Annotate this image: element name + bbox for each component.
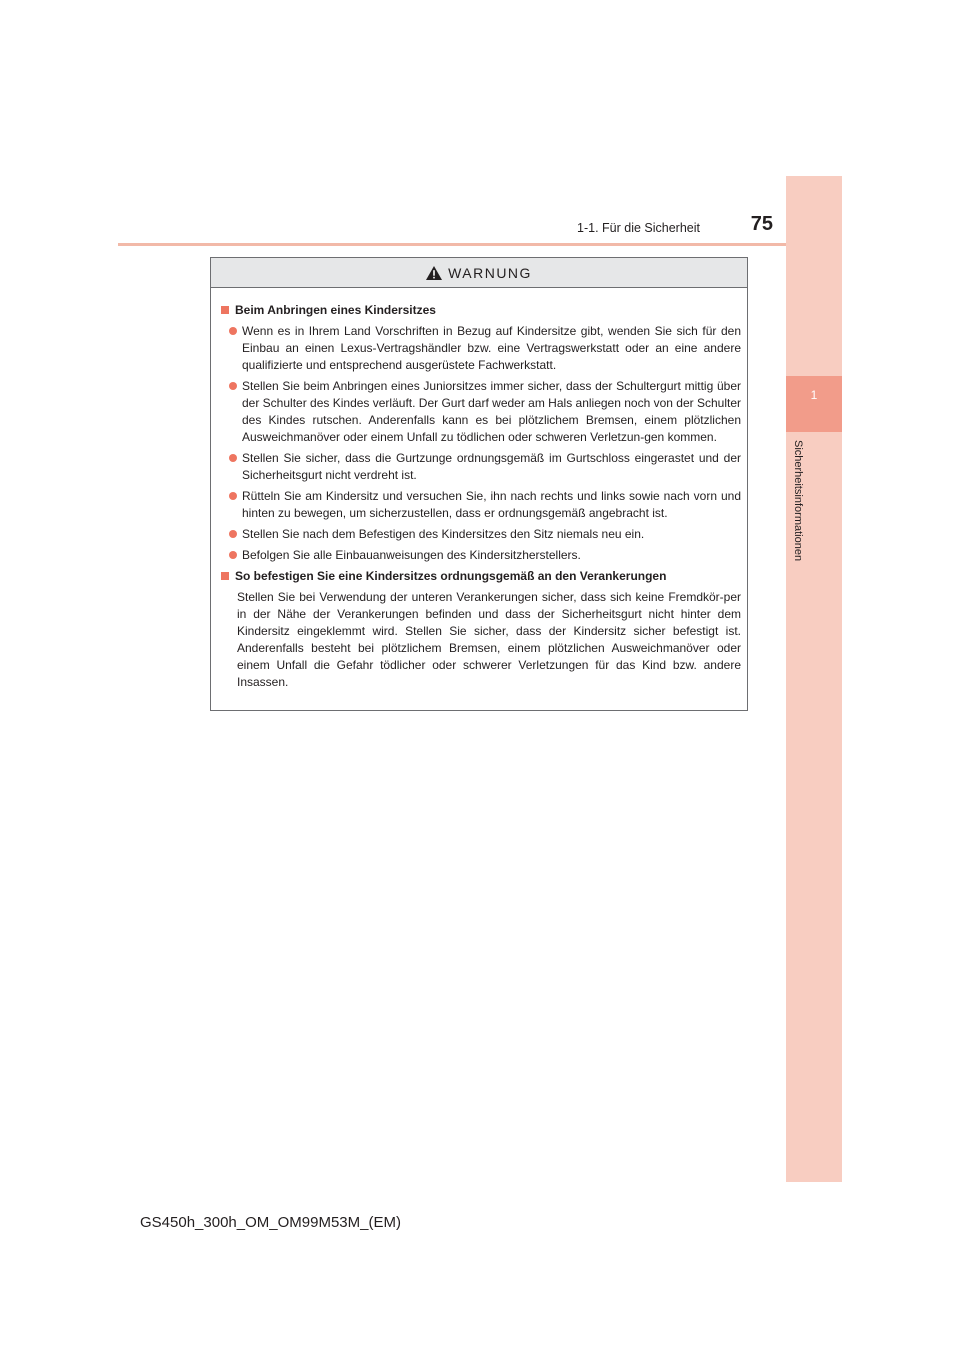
section-heading-text: Beim Anbringen eines Kindersitzes xyxy=(235,303,436,317)
list-item xyxy=(229,378,741,446)
chapter-marker xyxy=(786,376,842,432)
list-item xyxy=(229,450,741,484)
list-item-text: Stellen Sie beim Anbringen eines Juniorsitzes immer sicher, dass der Schultergurt mittig über der Schulter des Kindes verläuft. Der Gurt darf weder am Hals anliegen noch von der Schulter des Kindes rutschen. Anderenfalls kann es bei plötzlichem Bremsen, einem plötzlichen Ausweichmanöver oder einem Unfall zu tödlichen oder schweren Verletzun-gen kommen. xyxy=(242,379,741,444)
list-item-text: Wenn es in Ihrem Land Vorschriften in Bezug auf Kindersitze gibt, wenden Sie sich für den Einbau an einen Lexus-Vertragshändler bzw. eine Vertragswerkstatt oder an eine andere qualifizierte und entsprechend ausgerüstete Fachwerkstatt. xyxy=(242,324,741,372)
list-item-text: Stellen Sie sicher, dass die Gurtzunge ordnungsgemäß im Gurtschloss eingerastet und der Sicherheitsgurt nicht verdreht ist. xyxy=(242,451,741,482)
warning-header xyxy=(211,258,747,288)
list-item-text: Stellen Sie nach dem Befestigen des Kindersitzes den Sitz niemals neu ein. xyxy=(242,527,645,541)
list-item xyxy=(229,488,741,522)
warning-body xyxy=(211,288,747,691)
round-bullet-icon xyxy=(229,454,237,462)
list-item xyxy=(229,547,741,564)
list-item-text: Befolgen Sie alle Einbauanweisungen des Kindersitzherstellers. xyxy=(242,548,581,562)
chapter-number: 1 xyxy=(810,388,818,402)
warning-box xyxy=(210,257,748,711)
list-item xyxy=(229,323,741,374)
warning-title: WARNUNG xyxy=(448,264,532,281)
section-title: 1-1. Für die Sicherheit xyxy=(577,221,700,235)
list-item-text: Rütteln Sie am Kindersitz und versuchen Sie, ihn nach rechts und links sowie nach vorn und hinten zu bewegen, um sicherzustellen, dass er ordnungsgemäß angebracht ist. xyxy=(242,489,741,520)
round-bullet-icon xyxy=(229,382,237,390)
section-heading xyxy=(219,302,741,319)
chapter-label: Sicherheitsinformationen xyxy=(792,440,804,562)
round-bullet-icon xyxy=(229,530,237,538)
list-item xyxy=(229,526,741,543)
section-heading xyxy=(219,568,741,585)
round-bullet-icon xyxy=(229,551,237,559)
document-id: GS450h_300h_OM_OM99M53M_(EM) xyxy=(140,1214,401,1231)
round-bullet-icon xyxy=(229,492,237,500)
section-paragraph: Stellen Sie bei Verwendung der unteren Verankerungen sicher, dass sich keine Fremdkör-per in der Nähe der Verankerungen befinden und dass der Sicherheitsgurt nicht hinter dem Kindersitz eingeklemmt wird. Stellen Sie sicher, dass der Kindersitz sicher befestigt ist. Anderenfalls besteht bei plötzlichem Bremsen, einem plötzlichen Ausweichmanöver oder einem Unfall die Gefahr tödlicher oder schwerer Verletzungen für das Kind bzw. andere Insassen. xyxy=(237,590,741,689)
section-heading-text: So befestigen Sie eine Kindersitzes ordnungsgemäß an den Verankerungen xyxy=(235,569,667,583)
square-bullet-icon xyxy=(221,306,229,314)
square-bullet-icon xyxy=(221,572,229,580)
warning-triangle-icon xyxy=(426,266,442,280)
round-bullet-icon xyxy=(229,327,237,335)
page-number: 75 xyxy=(750,213,773,235)
header-rule xyxy=(118,243,840,246)
chapter-side-tab xyxy=(786,176,842,1182)
